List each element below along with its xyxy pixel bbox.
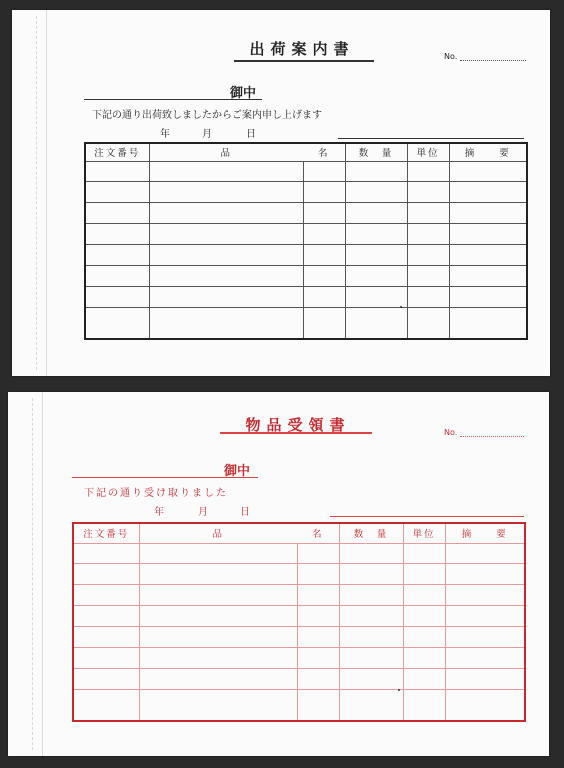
table-row[interactable] [85, 182, 527, 203]
number-field[interactable] [460, 60, 526, 61]
signature-line[interactable] [338, 138, 524, 139]
date-day-label: 日 [240, 507, 250, 518]
binding-strip [26, 10, 47, 376]
col-quantity: 数 量 [345, 143, 407, 161]
table-row[interactable] [73, 564, 525, 585]
table-row[interactable] [73, 648, 525, 669]
table-row[interactable] [73, 606, 525, 627]
col-quantity: 数 量 [339, 523, 403, 543]
date-field[interactable] [160, 125, 280, 139]
ink-speck [400, 306, 402, 308]
col-unit: 単位 [403, 523, 445, 543]
addressee-suffix: 御中 [224, 464, 251, 479]
shipping-notice-sheet [12, 10, 550, 376]
col-item-name-2: 名 [297, 523, 339, 543]
number-label: No. [444, 428, 458, 437]
signature-line[interactable] [330, 516, 524, 517]
col-item-name-2: 名 [303, 143, 345, 161]
table-row[interactable] [85, 161, 527, 182]
date-year-label: 年 [160, 129, 170, 140]
date-day-label: 日 [246, 129, 256, 140]
addressee-field[interactable] [84, 99, 262, 100]
date-month-label: 月 [198, 507, 208, 518]
date-month-label: 月 [202, 129, 212, 140]
col-item-name-1: 品 [149, 143, 303, 161]
shipping-items-table [84, 142, 528, 340]
col-order-number: 注文番号 [73, 523, 139, 543]
table-row[interactable] [85, 266, 527, 287]
title-underline [220, 432, 372, 434]
col-item-name-1: 品 [139, 523, 297, 543]
title-underline [234, 60, 374, 62]
table-row[interactable] [73, 543, 525, 564]
number-field[interactable] [460, 436, 524, 437]
table-row[interactable] [85, 245, 527, 266]
receipt-message: 下記の通り受け取りました [84, 488, 228, 499]
table-row[interactable] [85, 203, 527, 224]
table-row[interactable] [73, 627, 525, 648]
addressee-suffix: 御中 [230, 86, 257, 101]
receipt-items-table [72, 522, 526, 722]
receipt-title: 物品受領書 [245, 416, 351, 434]
col-unit: 単位 [407, 143, 449, 161]
col-remarks: 摘 要 [445, 523, 525, 543]
table-row[interactable] [73, 585, 525, 606]
table-header-row [85, 143, 527, 161]
col-order-number: 注文番号 [85, 143, 149, 161]
receipt-sheet [8, 392, 549, 756]
date-year-label: 年 [154, 507, 164, 518]
col-remarks: 摘 要 [449, 143, 527, 161]
binding-strip [22, 392, 43, 756]
addressee-field[interactable] [72, 477, 258, 478]
ink-speck [398, 689, 400, 691]
table-row[interactable] [85, 287, 527, 308]
table-row[interactable] [73, 690, 525, 721]
number-label: No. [444, 52, 458, 61]
shipping-notice-title: 出荷案内書 [249, 40, 355, 58]
table-row[interactable] [85, 224, 527, 245]
date-field[interactable] [154, 503, 274, 517]
shipping-message: 下記の通り出荷致しましたからご案内申し上げます [92, 110, 322, 121]
table-header-row [73, 523, 525, 543]
table-row[interactable] [85, 308, 527, 339]
table-row[interactable] [73, 669, 525, 690]
